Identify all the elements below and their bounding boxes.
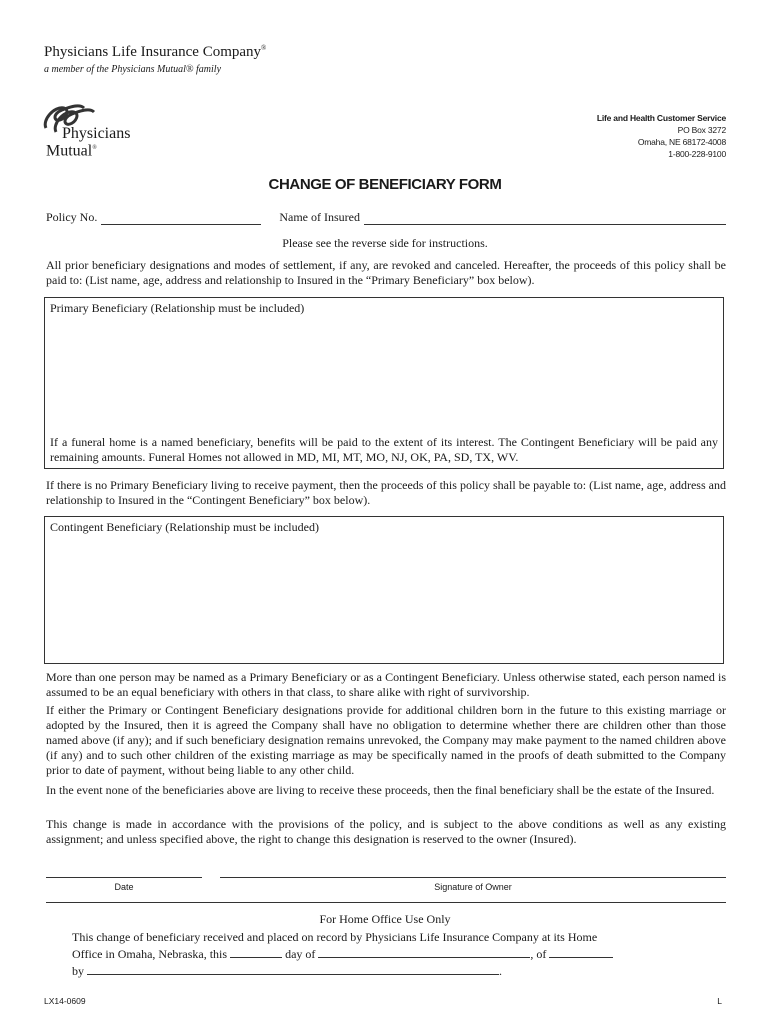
contact-po-box: PO Box 3272 xyxy=(677,125,726,135)
equal-share-paragraph: More than one person may be named as a Primary Beneficiary or as a Contingent Beneficiary. Unless otherwise stated, each person named is assumed to be an equal beneficiary with others in that class, to share alike with right of survivorship. xyxy=(46,670,726,699)
date-label: Date xyxy=(114,882,134,892)
insured-name-label: Name of Insured xyxy=(279,210,360,224)
contact-phone: 1-800-228-9100 xyxy=(668,149,726,159)
member-line: a member of the Physicians Mutual® family xyxy=(44,64,222,75)
contingent-intro-paragraph: If there is no Primary Beneficiary living to receive payment, then the proceeds of this policy shall be payable to: (List name, age, address and relationship to Insured in the “Contingent Beneficiary” box below). xyxy=(46,478,726,507)
office-year-field[interactable] xyxy=(549,945,613,958)
section-divider xyxy=(46,902,726,903)
office-month-field[interactable] xyxy=(318,945,530,958)
revocation-paragraph: All prior beneficiary designations and modes of settlement, if any, are revoked and canceled. Hereafter, the proceeds of this policy shall be paid to: (List name, age, address and relationship to Insured in the “Primary Beneficiary” box below). xyxy=(46,258,726,287)
home-office-line1: This change of beneficiary received and placed on record by Physicians Life Insurance Company at its Home xyxy=(72,930,598,944)
contingent-beneficiary-box[interactable] xyxy=(44,516,724,664)
company-name: Physicians Life Insurance Company® xyxy=(44,44,267,60)
date-field[interactable] xyxy=(46,877,202,878)
form-title: CHANGE OF BENEFICIARY FORM xyxy=(268,176,502,193)
form-code: LX14-0609 xyxy=(44,996,86,1006)
home-office-line3: by . xyxy=(72,964,502,978)
contact-heading: Life and Health Customer Service xyxy=(596,113,726,123)
policy-number-label: Policy No. xyxy=(46,210,98,224)
instructions-note: Please see the reverse side for instructions. xyxy=(282,236,488,250)
home-office-title: For Home Office Use Only xyxy=(319,912,451,926)
contingent-beneficiary-label: Contingent Beneficiary (Relationship must be included) xyxy=(50,520,319,534)
primary-beneficiary-label: Primary Beneficiary (Relationship must be included) xyxy=(50,301,305,315)
children-paragraph: If either the Primary or Contingent Beneficiary designations provide for additional children born in the future to this existing marriage or adopted by the Insured, then it is agreed the Company shall have no obligation to determine whether there are children other than those named above (if any); and if such beneficiary designation remains unrevoked, the Company may make payment to the named children above (if any) and to such other children of the existing marriage as may be specifically named in the proofs of death submitted to the Company prior to date of payment, without being liable to any other child. xyxy=(46,703,726,777)
office-day-field[interactable] xyxy=(230,945,282,958)
estate-paragraph: In the event none of the beneficiaries above are living to receive these proceeds, then the final beneficiary shall be the estate of the Insured. xyxy=(46,783,715,797)
contact-city: Omaha, NE 68172-4008 xyxy=(637,137,726,147)
contact-block xyxy=(597,112,726,160)
home-office-line2: Office in Omaha, Nebraska, this day of , of xyxy=(72,945,712,962)
policy-fields-row xyxy=(46,210,726,225)
logo-wordmark: Physicians Mutual® xyxy=(46,125,131,160)
insured-name-field[interactable] xyxy=(364,212,726,225)
page-code: L xyxy=(717,996,722,1006)
home-office-block xyxy=(72,929,712,979)
signature-label: Signature of Owner xyxy=(434,882,512,892)
primary-beneficiary-box[interactable] xyxy=(44,297,724,469)
funeral-home-note: If a funeral home is a named beneficiary, benefits will be paid to the extent of its interest. The Contingent Beneficiary will be paid any remaining amounts. Funeral Homes not allowed in MD, MI, MT, MO, NJ, OK, PA, SD, TX, WV. xyxy=(50,435,718,464)
office-by-field[interactable] xyxy=(87,962,499,975)
owner-signature-field[interactable] xyxy=(220,877,726,878)
policy-number-field[interactable] xyxy=(101,212,261,225)
provisions-paragraph: This change is made in accordance with the provisions of the policy, and is subject to the above conditions as well as any existing assignment; and unless specified above, the right to change this designation is reserved to the owner (Insured). xyxy=(46,817,726,846)
